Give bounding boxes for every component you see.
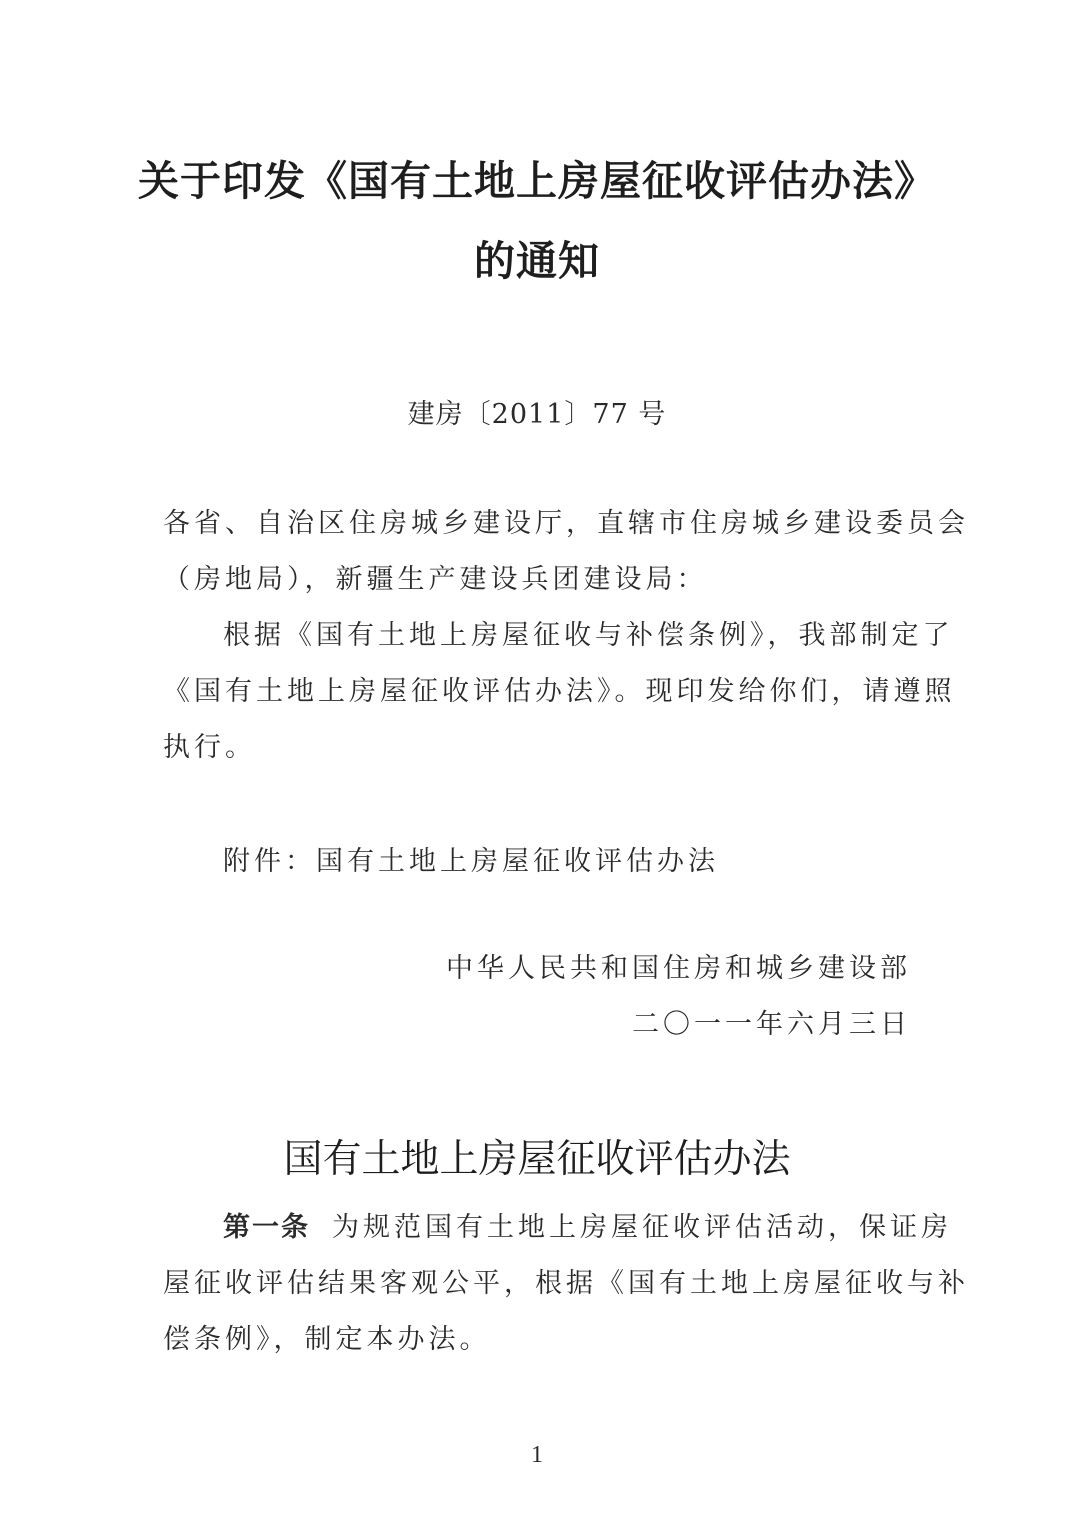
attachment-line	[163, 834, 923, 890]
notice-title-line-2: 的通知	[474, 237, 600, 285]
notice-body	[163, 608, 956, 776]
notice-title-line-1: 关于印发《国有土地上房屋征收评估办法》	[138, 157, 936, 205]
attachment-text: 附件：国有土地上房屋征收评估办法	[223, 846, 719, 877]
body-line-text: 根据《国有土地上房屋征收与补偿条例》，我部制定了	[223, 620, 954, 651]
addressee-block	[163, 496, 969, 608]
article-line: 偿条例》，制定本办法。	[163, 1324, 491, 1355]
article-line: 屋征收评估结果客观公平，根据《国有土地上房屋征收与补	[163, 1268, 969, 1299]
addressee-line: （房地局），新疆生产建设兵团建设局：	[163, 564, 708, 595]
document-number: 建房〔2011〕77 号	[407, 399, 667, 430]
article-label: 第一条	[223, 1212, 310, 1243]
annex-title: 国有土地上房屋征收评估办法	[283, 1137, 791, 1182]
signature-organization: 中华人民共和国住房和城乡建设部	[446, 953, 911, 984]
page-number: 1	[531, 1442, 543, 1468]
article-text: 为规范国有土地上房屋征收评估活动，保证房	[332, 1212, 952, 1243]
article-line	[163, 1200, 952, 1256]
addressee-line: 各省、自治区住房城乡建设厅，直辖市住房城乡建设委员会	[163, 508, 969, 539]
signature-date: 二〇一一年六月三日	[632, 1009, 911, 1040]
article-1	[163, 1200, 969, 1368]
body-line: 《国有土地上房屋征收评估办法》。现印发给你们，请遵照	[163, 676, 956, 707]
body-line	[163, 608, 954, 664]
body-line: 执行。	[163, 732, 256, 763]
